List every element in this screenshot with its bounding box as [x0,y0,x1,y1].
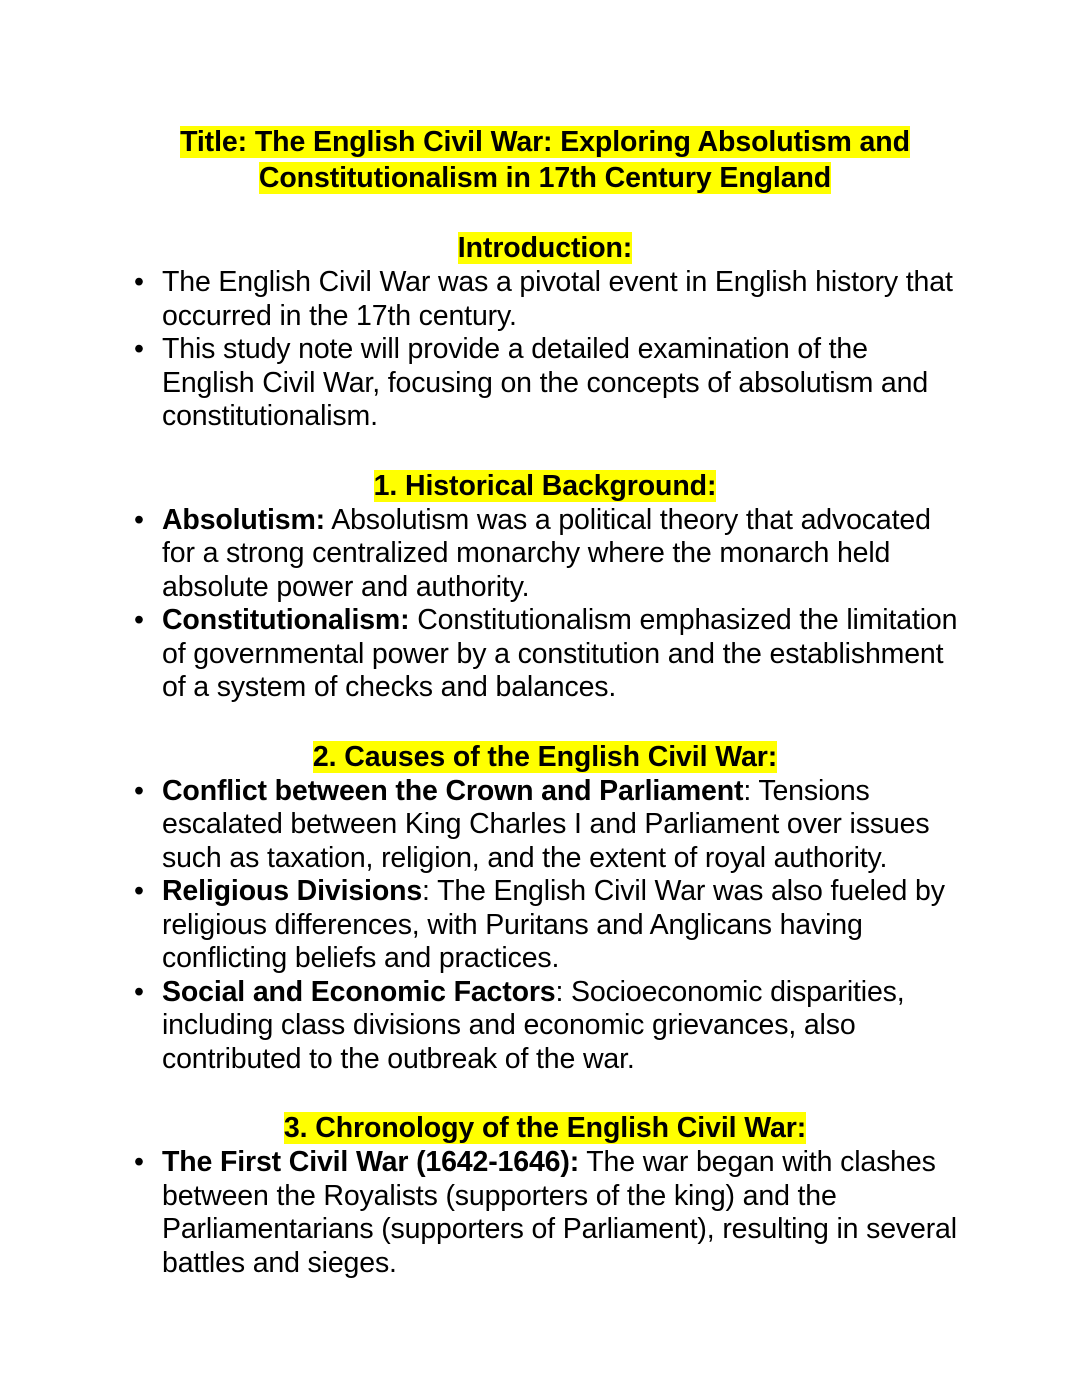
bullet-list [130,1146,960,1280]
list-item-text: Constitutionalism emphasized the limitation of governmental power by a constitution and the establishment of a system of checks and balances. [162,604,958,703]
bullet-list [130,504,960,705]
bullet-list [130,266,960,434]
page-title [130,124,960,196]
bullet-point-icon: • [134,604,144,636]
page-title-line-2: Constitutionalism in 17th Century England [258,162,832,194]
bullet-point-icon: • [134,503,144,536]
list-item-text: This study note will provide a detailed examination of the English Civil War, focusing on the concepts of absolutism and constitutionalism. [162,333,929,432]
list-item-lead: The First Civil War (1642-1646): [162,1146,580,1178]
section-heading-text: Introduction: [457,232,633,264]
list-item [132,875,960,976]
list-item [132,504,960,605]
list-item [132,976,960,1077]
section-heading-text: 1. Historical Background: [373,469,717,502]
section-spacer [130,434,960,468]
list-item-text: : Socioeconomic disparities, including class divisions and economic grievances, also contributed to the outbreak of the war. [162,975,905,1075]
bullet-point-icon: • [134,875,144,907]
bullet-point-icon: • [134,774,144,807]
section-heading [130,1110,960,1146]
bullet-point-icon: • [134,975,144,1008]
section-heading [130,230,960,266]
list-item-lead: Conflict between the Crown and Parliament [162,774,744,807]
list-item [132,775,960,876]
list-item [132,604,960,705]
section-heading [130,739,960,775]
list-item [132,333,960,434]
list-item-text: The war began with clashes between the Royalists (supporters of the king) and the Parliamentarians (supporters of Parliament), resulting in several battles and sieges. [162,1146,957,1279]
list-item [132,1146,960,1280]
list-item-lead: Absolutism: [162,503,326,536]
section-heading-text: 3. Chronology of the English Civil War: [283,1112,807,1144]
list-item-text: : Tensions escalated between King Charles I and Parliament over issues such as taxation, religion, and the extent of royal authority. [162,774,930,874]
list-item-lead: Constitutionalism: [162,604,410,636]
list-item-text: Absolutism was a political theory that advocated for a strong centralized monarchy where the monarch held absolute power and authority. [162,503,931,603]
section-heading-text: 2. Causes of the English Civil War: [312,740,778,773]
section-spacer [130,1076,960,1110]
bullet-point-icon: • [134,333,144,365]
list-item-text: : The English Civil War was also fueled by religious differences, with Puritans and Anglicans having conflicting beliefs and practices. [162,875,945,974]
section-spacer [130,705,960,739]
bullet-point-icon: • [134,1146,144,1178]
section-heading [130,468,960,504]
list-item [132,266,960,333]
page-title-line-1: Title: The English Civil War: Exploring Absolutism and [180,126,910,158]
bullet-point-icon: • [134,266,144,298]
bullet-list [130,775,960,1077]
list-item-lead: Religious Divisions [162,875,423,907]
sections-container [130,230,960,1280]
list-item-text: The English Civil War was a pivotal event in English history that occurred in the 17th century. [162,266,953,332]
list-item-lead: Social and Economic Factors [162,975,556,1008]
title-spacer [130,196,960,230]
